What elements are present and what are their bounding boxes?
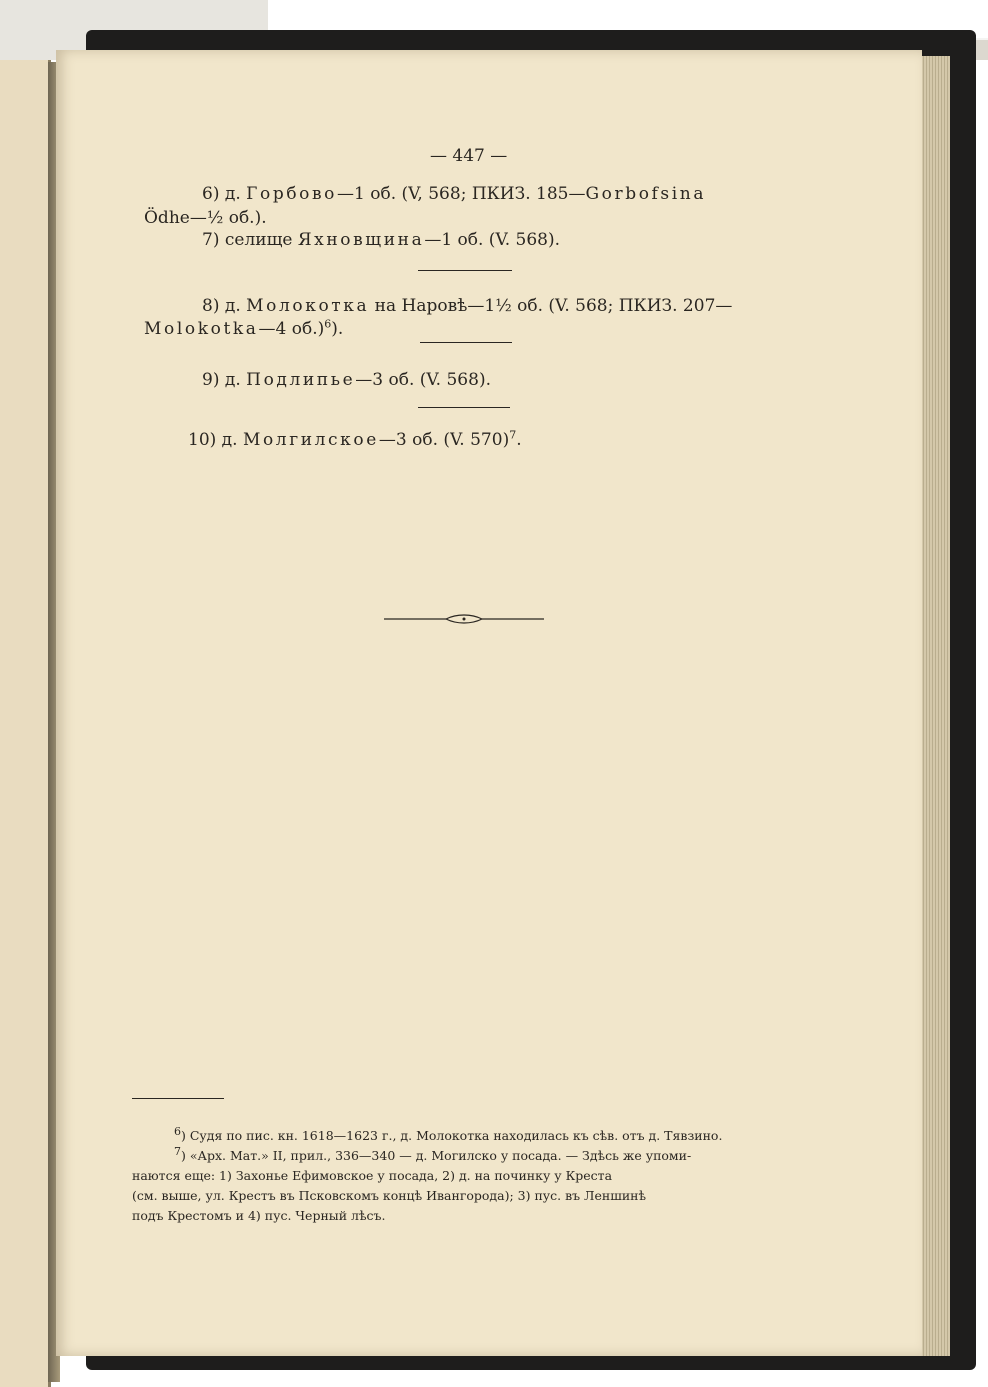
entry-6-line2: Ödhe—½ об.). [144, 208, 267, 228]
entry-8-line1: 8) д. Молокотка на Наровѣ—1½ об. (V. 568; ПКИЗ. 207— [202, 296, 733, 316]
place-name: Подлипье [246, 370, 356, 390]
latin-name: Molokotka [144, 319, 259, 339]
page-number: — 447 — [430, 146, 508, 166]
section-divider [420, 342, 512, 343]
entry-8-line2: Molokotka—4 об.)$^6$). [144, 317, 344, 339]
section-divider [418, 270, 512, 271]
footnote-7-line3: (см. выше, ул. Крестъ въ Псковскомъ концѣ Ивангорода); 3) пус. въ Леншинѣ [132, 1188, 647, 1203]
place-name: Молокотка [246, 296, 370, 316]
place-name: Молгилское [242, 430, 379, 450]
place-name: Горбово [246, 184, 337, 204]
section-divider [418, 407, 510, 408]
footnote-7-line1: 7) «Арх. Мат.» II, прил., 336—340 — д. Могилско у посада. — Здѣсь же упоми- [174, 1144, 692, 1163]
left-page [0, 60, 51, 1387]
footnote-6: 6) Судя по пис. кн. 1618—1623 г., д. Молокотка находилась къ сѣв. отъ д. Тявзино. [174, 1124, 723, 1143]
footnote-ref: 6 [324, 317, 332, 331]
latin-name: Gorbofsina [585, 184, 707, 204]
footnote-7-line4: подъ Крестомъ и 4) пус. Черный лѣсъ. [132, 1208, 386, 1223]
right-page [56, 50, 922, 1356]
place-name: Яхновщина [297, 230, 425, 250]
ornament-divider [384, 612, 544, 626]
footnote-7-line2: наются еще: 1) Захонье Ефимовское у посада, 2) д. на починку у Креста [132, 1168, 613, 1183]
footnote-separator [132, 1098, 224, 1099]
entry-9: 9) д. Подлипье—3 об. (V. 568). [202, 370, 491, 390]
entry-7: 7) селище Яхновщина—1 об. (V. 568). [202, 230, 561, 250]
page-edges [918, 56, 950, 1356]
footnote-ref: 7 [509, 428, 517, 442]
entry-6-line1: 6) д. Горбово—1 об. (V, 568; ПКИЗ. 185—Gorbofsina [202, 184, 707, 204]
entry-10: 10) д. Молгилское—3 об. (V. 570)$^7$. [188, 428, 522, 450]
